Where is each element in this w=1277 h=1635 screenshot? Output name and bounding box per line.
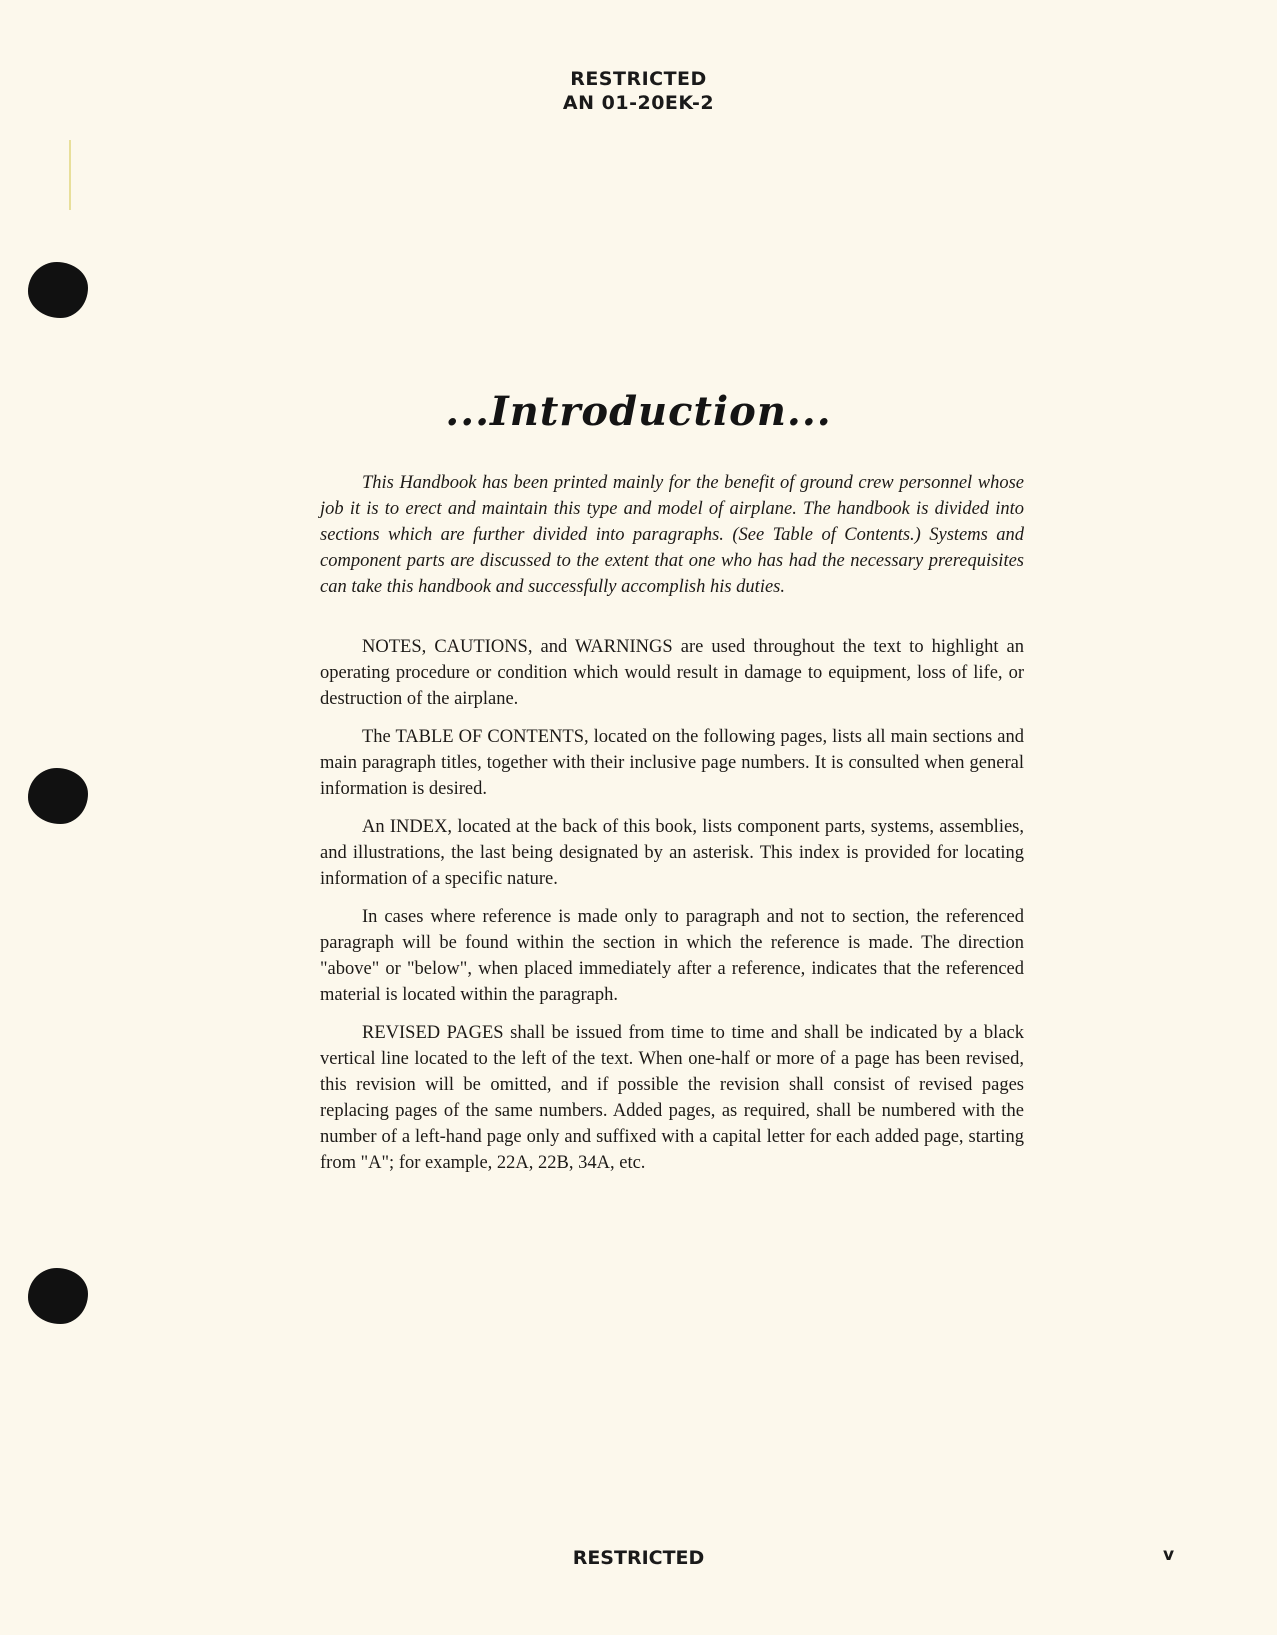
paragraph-intro: This Handbook has been printed mainly for the benefit of ground crew personnel whose job it is to erect and maintain this type and model of airplane. The handbook is divided into sections which are further divided into paragraphs. (See Table of Contents.) Systems and component parts are discussed to the extent that one who has had the necessary prerequisites can take this handbook and successfully accomplish his duties.: [320, 473, 1024, 597]
page-number: v: [1163, 1545, 1175, 1565]
paragraph-table-of-contents: The TABLE OF CONTENTS, located on the following pages, lists all main sections and main paragraph titles, together with their inclusive page numbers. It is consulted when general information is desired.: [320, 727, 1024, 799]
punch-hole-top: [28, 262, 88, 318]
paragraph-notes-cautions-warnings: NOTES, CAUTIONS, and WARNINGS are used throughout the text to highlight an operating procedure or condition which would result in damage to equipment, loss of life, or destruction of the airplane.: [320, 637, 1024, 709]
header-classification: RESTRICTED: [570, 68, 707, 90]
paragraph-revised-pages: REVISED PAGES shall be issued from time to time and shall be indicated by a black vertical line located to the left of the text. When one-half or more of a page has been revised, this revision will be omitted, and if possible the revision shall consist of revised pages replacing pages of the same numbers. Added pages, as required, shall be numbered with the number of a left-hand page only and suffixed with a capital letter for each added page, starting from "A"; for example, 22A, 22B, 34A, etc.: [320, 1023, 1024, 1173]
paragraph-references: In cases where reference is made only to paragraph and not to section, the referenced paragraph will be found within the section in which the reference is made. The direction "above" or "below", when placed immediately after a reference, indicates that the referenced material is located within the paragraph.: [320, 907, 1024, 1005]
punch-hole-bottom: [28, 1268, 88, 1324]
body-text: [320, 470, 1024, 1188]
page-header: [0, 67, 1277, 115]
punch-hole-middle: [28, 768, 88, 824]
page-title: ...Introduction...: [445, 388, 832, 435]
document-number: AN 01-20EK-2: [562, 92, 715, 114]
margin-mark: [69, 140, 71, 210]
footer-classification: RESTRICTED: [572, 1547, 705, 1569]
paragraph-index: An INDEX, located at the back of this book, lists component parts, systems, assemblies, and illustrations, the last being designated by an asterisk. This index is provided for locating information of a specific nature.: [320, 817, 1024, 889]
